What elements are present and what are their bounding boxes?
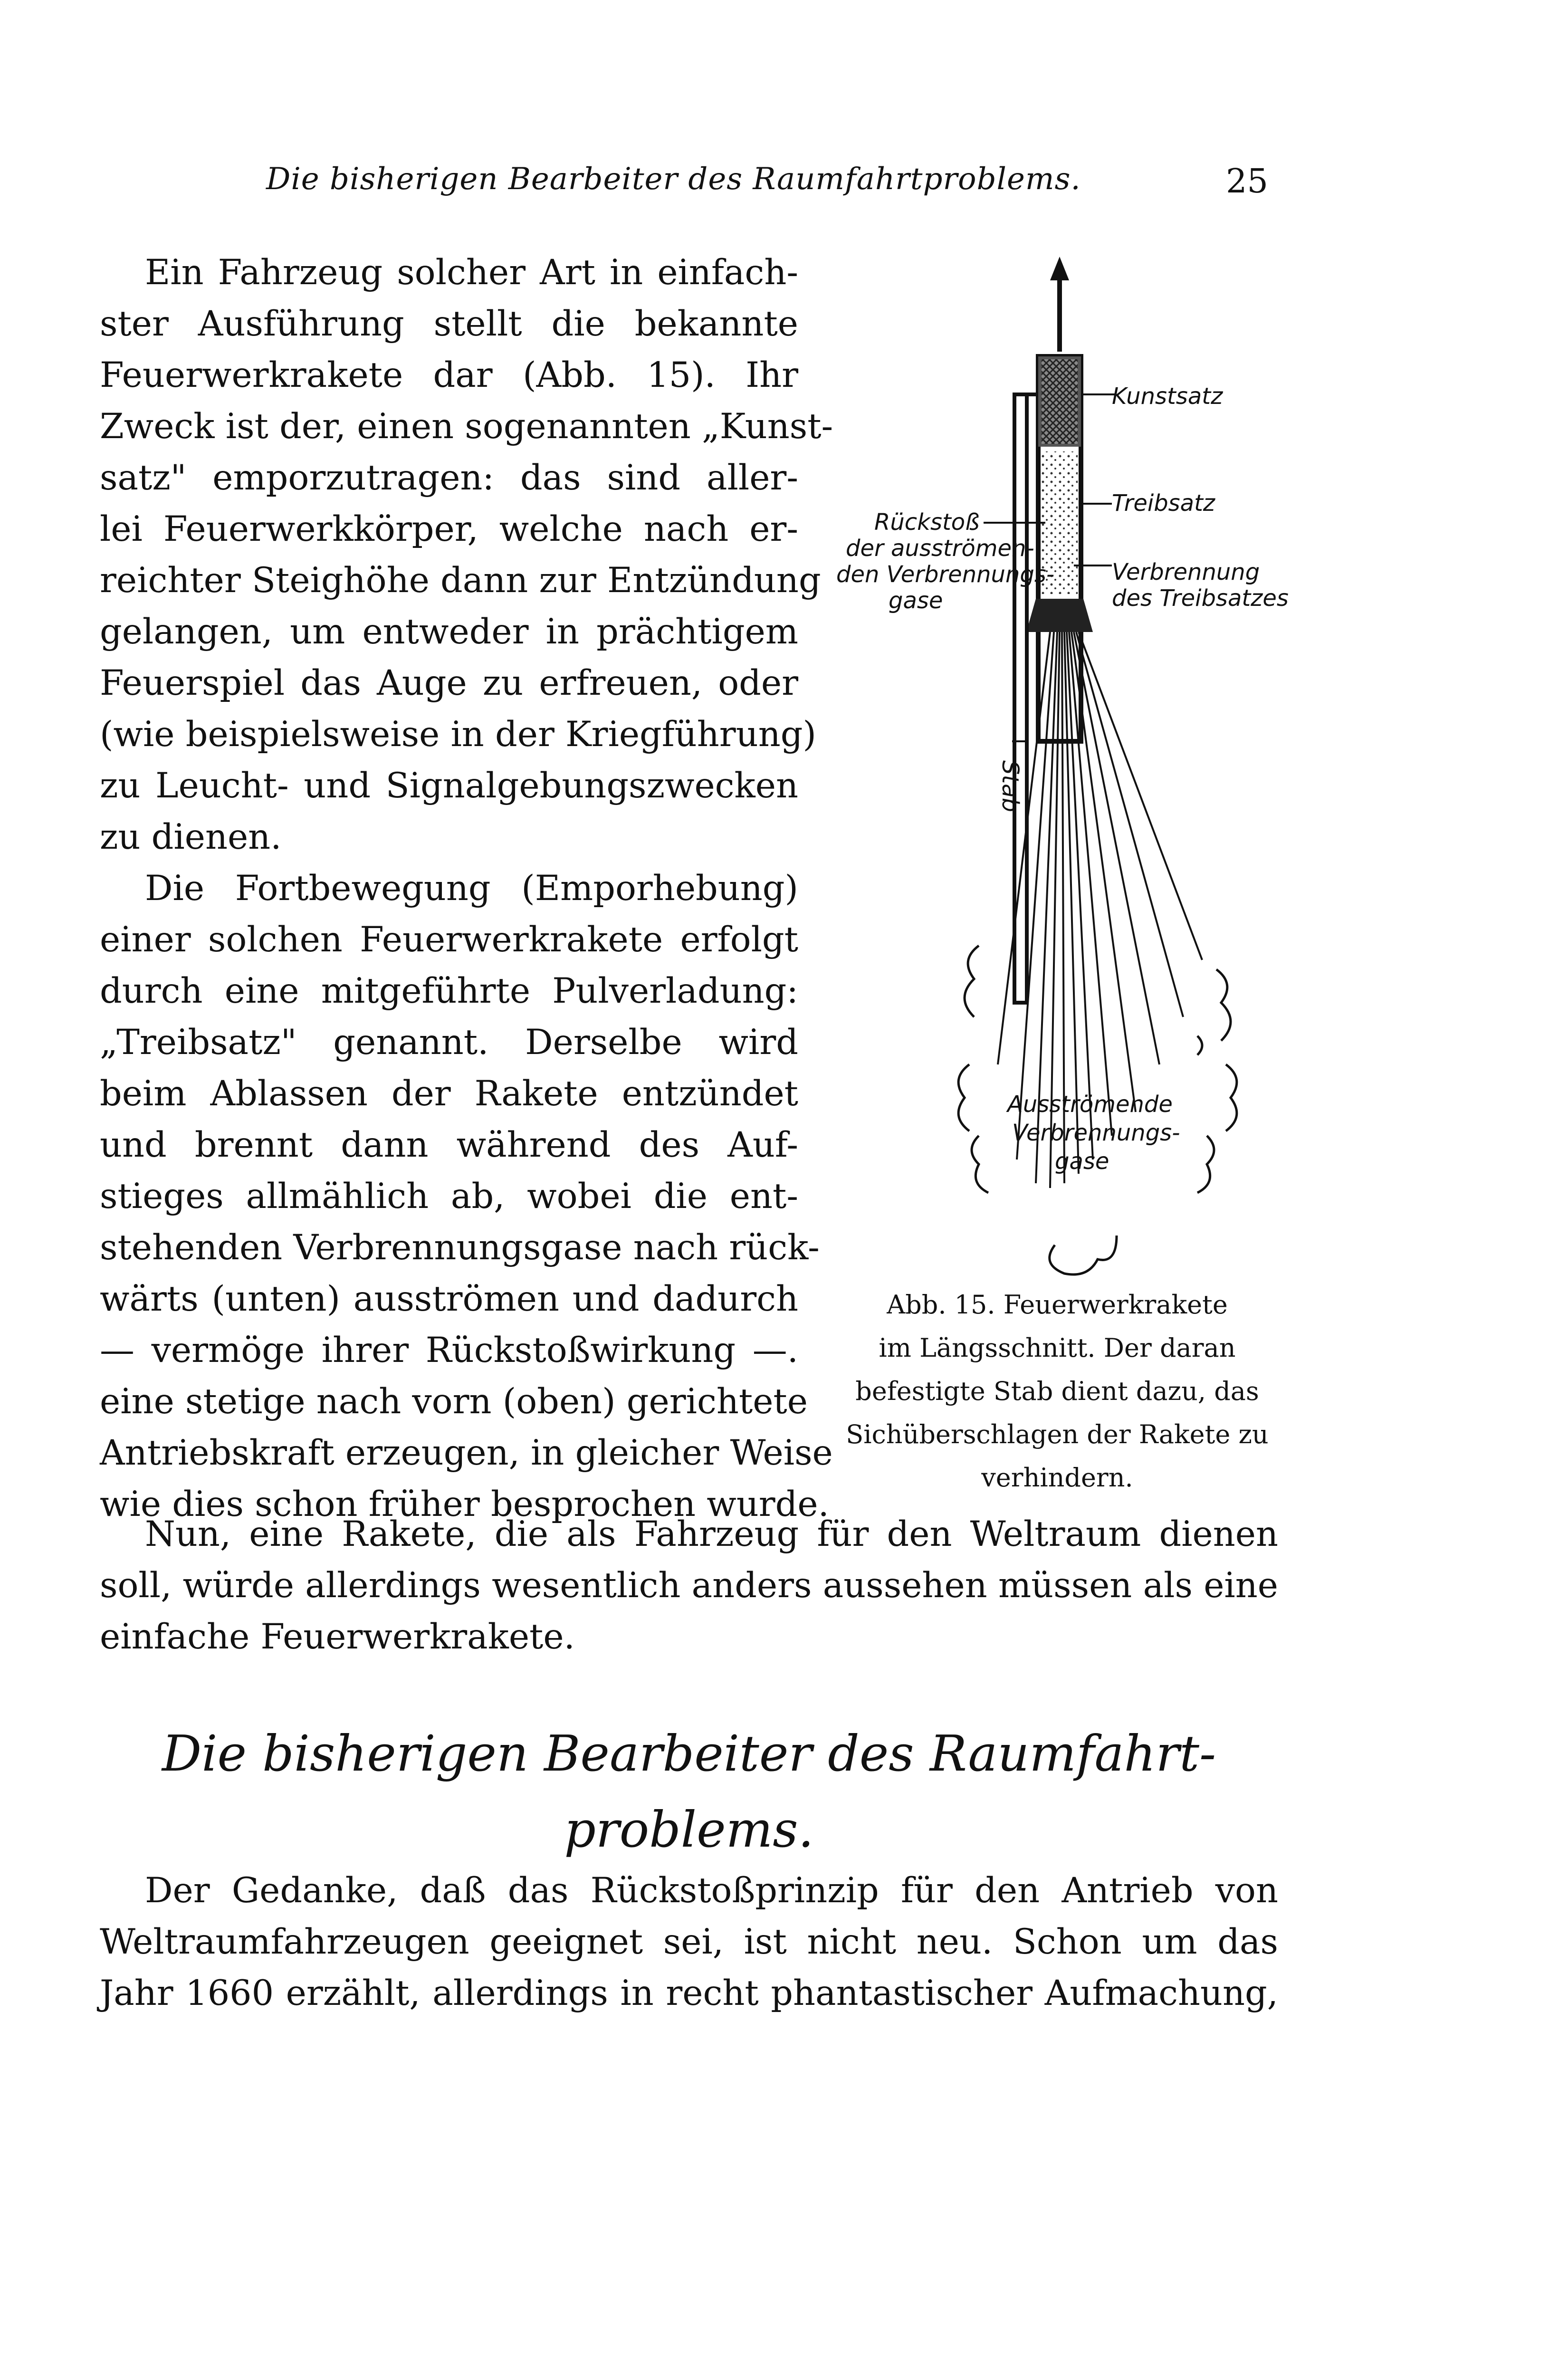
text-line: einfache Feuerwerkrakete. [100,1617,575,1657]
caption-line: befestigte Stab dient dazu, das [855,1376,1259,1406]
label-stab: Stab [997,760,1023,813]
text-line: lei Feuerwerkkörper, welche nach er- [100,509,798,549]
text-line: Feuerspiel das Auge zu erfreuen, oder [100,663,798,703]
text-line: einer solchen Feuerwerkrakete erfolgt [100,920,798,960]
rocket-nozzle [1026,599,1093,632]
text-line: Antriebskraft erzeugen, in gleicher Weise [100,1433,833,1473]
text-line: durch eine mitgeführte Pulverladung: [100,971,798,1011]
label-ausstroemende: Ausströmende [1007,1091,1173,1118]
text-line: reichter Steighöhe dann zur Entzündung [100,560,821,601]
text-line: zu dienen. [100,817,282,857]
text-line: ster Ausführung stellt die bekannte [100,304,798,344]
text-line: — vermöge ihrer Rückstoßwirkung —. [100,1330,798,1370]
paragraph-1 [100,247,833,863]
label-ausstroemende-3: gase [1055,1148,1109,1175]
text-line: Zweck ist der, einen sogenannten „Kunst- [100,406,833,447]
paragraph-2 [100,863,833,1530]
text-line: (wie beispielsweise in der Kriegführung) [100,714,816,755]
caption-line: Sichüberschlagen der Rakete zu [846,1419,1269,1449]
label-verbrennung-2: des Treibsatzes [1112,585,1289,612]
text-line: wie dies schon früher besprochen wurde. [100,1484,829,1524]
paragraph-3 [100,1509,1278,1663]
text-line: Feuerwerkrakete dar (Abb. 15). Ihr [100,355,798,395]
text-line: soll, würde allerdings wesentlich anders aussehen müssen als eine [100,1565,1278,1606]
label-kunstsatz: Kunstsatz [1112,383,1223,410]
label-rueckstoss: Rückstoß [874,509,980,536]
label-rueckstoss-3: den Verbrennungs- [836,561,1055,588]
text-line: beim Ablassen der Rakete entzündet [100,1073,798,1114]
text-line: Nun, eine Rakete, die als Fahrzeug für den Weltraum dienen [145,1514,1278,1554]
label-treibsatz: Treibsatz [1112,490,1215,517]
running-title: Die bisherigen Bearbeiter des Raumfahrtproblems. [266,162,1081,197]
caption-line: verhindern. [981,1463,1133,1493]
label-ausstroemende-2: Verbrennungs- [1012,1120,1180,1146]
text-line: stehenden Verbrennungsgase nach rück- [100,1227,820,1268]
arrow-head-icon [1050,257,1069,280]
label-rueckstoss-4: gase [889,587,943,614]
text-line: eine stetige nach vorn (oben) gerichtete [100,1381,808,1422]
caption-line: Abb. 15. Feuerwerkrakete [887,1290,1228,1320]
rocket-figure [827,257,1302,1293]
paragraph-4 [100,1865,1278,2019]
caption-line: im Längsschnitt. Der daran [879,1333,1236,1363]
text-line: Weltraumfahrzeugen geeignet sei, ist nicht neu. Schon um das [100,1922,1278,1962]
text-line: Der Gedanke, daß das Rückstoßprinzip für den Antrieb von [145,1870,1278,1911]
text-line: und brennt dann während des Auf- [100,1125,798,1165]
text-line: Jahr 1660 erzählt, allerdings in recht phantastischer Aufmachung, [100,1973,1278,2013]
figure-caption [836,1283,1278,1499]
page-number: 25 [1226,162,1269,201]
text-line: wärts (unten) ausströmen und dadurch [100,1279,798,1319]
label-verbrennung: Verbrennung [1112,559,1260,585]
text-line: gelangen, um entweder in prächtigem [100,612,798,652]
label-rueckstoss-2: der ausströmen- [846,535,1034,562]
section-heading-line-1: Die bisherigen Bearbeiter des Raumfahrt- [162,1725,1216,1782]
section-heading-line-2: problems. [564,1801,814,1859]
section-heading [100,1715,1278,1868]
text-line: satz" emporzutragen: das sind aller- [100,458,798,498]
text-line: stieges allmählich ab, wobei die ent- [100,1176,798,1217]
text-line: Ein Fahrzeug solcher Art in einfach- [145,252,798,293]
text-line: Die Fortbewegung (Emporhebung) [145,868,798,909]
text-line: „Treibsatz" genannt. Derselbe wird [100,1022,798,1063]
text-line: zu Leucht- und Signalgebungszwecken [100,766,798,806]
